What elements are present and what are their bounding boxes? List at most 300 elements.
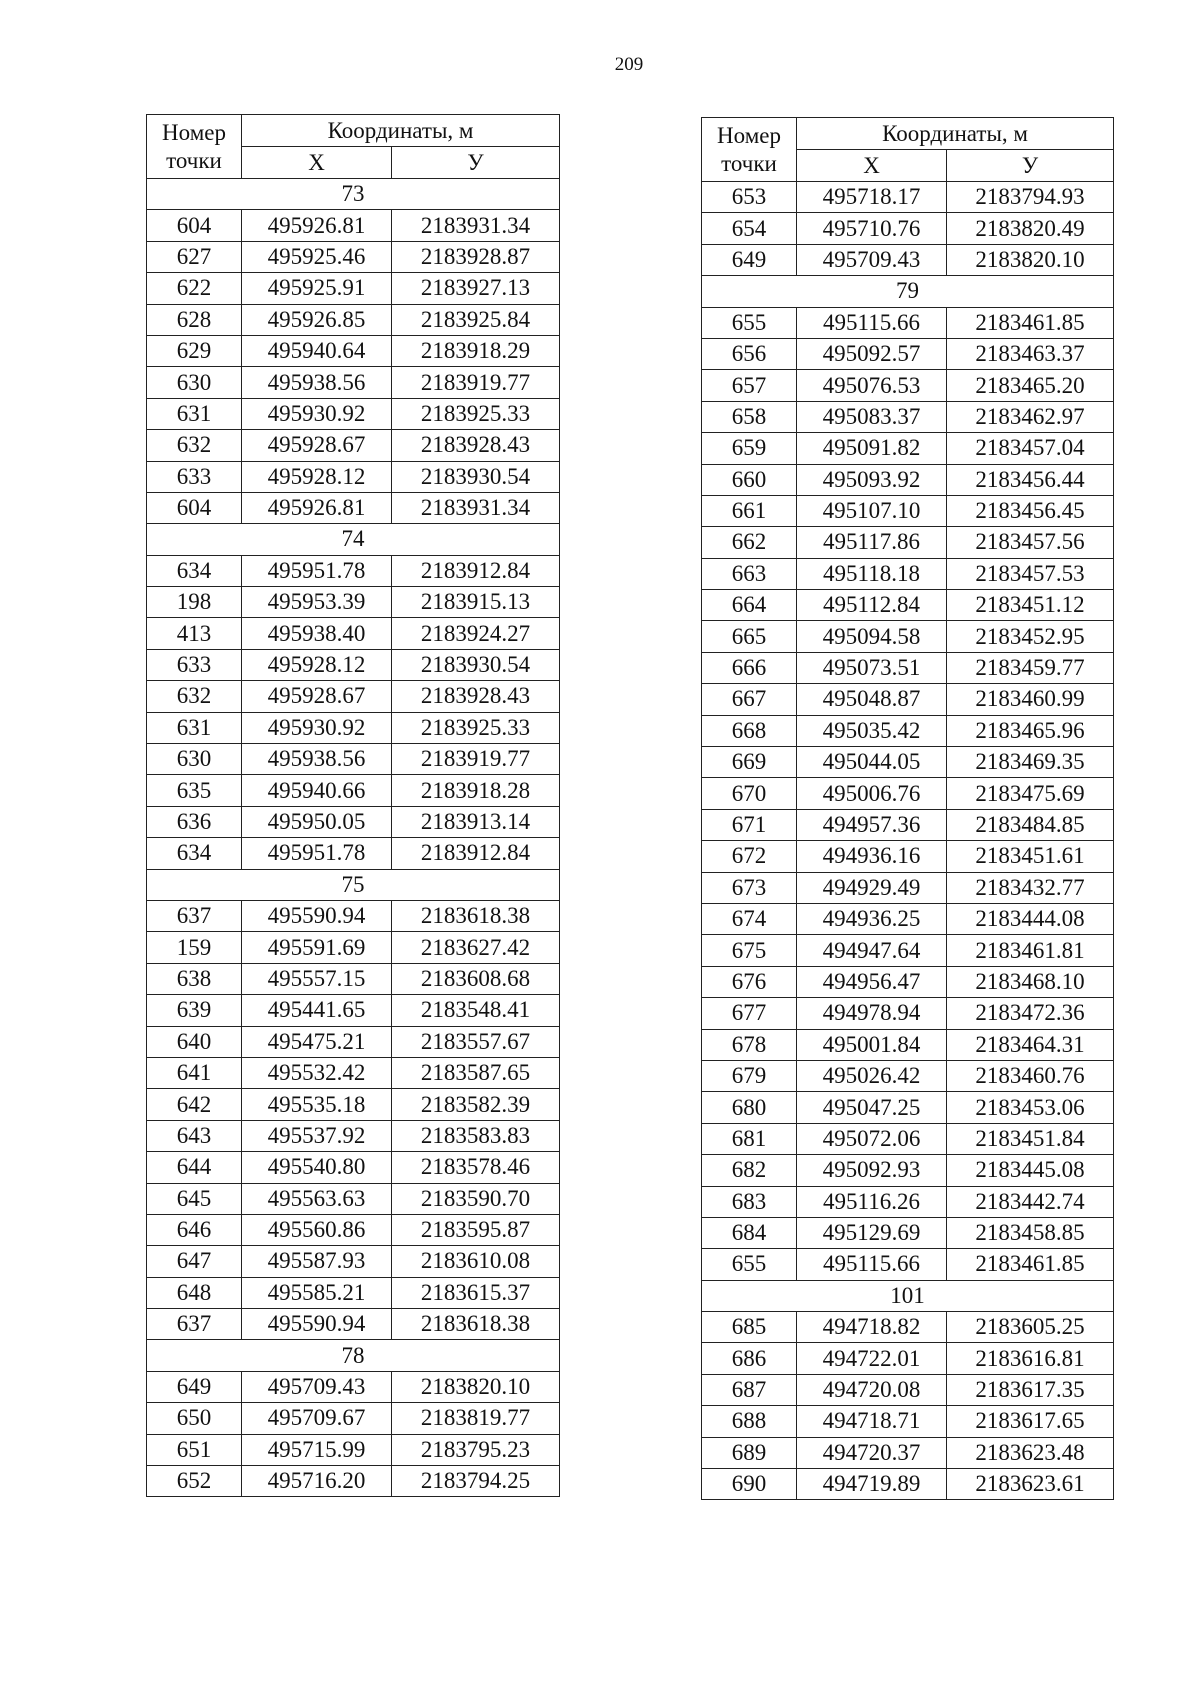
table-row [702, 966, 1114, 997]
table-row [147, 900, 560, 931]
table-row [702, 998, 1114, 1029]
x-coordinate-cell: 495926.81 [242, 210, 392, 241]
y-coordinate-cell: 2183484.85 [947, 809, 1114, 840]
point-number-cell: 668 [702, 715, 797, 746]
y-coordinate-cell: 2183453.06 [947, 1092, 1114, 1123]
x-coordinate-cell: 495928.12 [242, 649, 392, 680]
point-number-cell: 671 [702, 809, 797, 840]
x-coordinate-cell: 494718.71 [797, 1406, 947, 1437]
x-coordinate-cell: 494936.25 [797, 903, 947, 934]
point-number-cell: 675 [702, 935, 797, 966]
point-number-cell: 634 [147, 555, 242, 586]
section-number-cell: 73 [147, 179, 560, 210]
point-number-cell: 680 [702, 1092, 797, 1123]
x-coordinate-cell: 495709.43 [797, 244, 947, 275]
table-row [147, 775, 560, 806]
x-coordinate-cell: 495950.05 [242, 806, 392, 837]
x-coordinate-cell: 495953.39 [242, 587, 392, 618]
y-coordinate-cell: 2183461.81 [947, 935, 1114, 966]
x-coordinate-cell: 495540.80 [242, 1152, 392, 1183]
y-coordinate-cell: 2183590.70 [392, 1183, 560, 1214]
point-number-cell: 629 [147, 335, 242, 366]
table-row [702, 401, 1114, 432]
y-coordinate-cell: 2183623.48 [947, 1437, 1114, 1468]
y-coordinate-cell: 2183457.56 [947, 527, 1114, 558]
table-row [702, 1406, 1114, 1437]
x-coordinate-cell: 495951.78 [242, 838, 392, 869]
x-coordinate-cell: 495092.93 [797, 1155, 947, 1186]
table-row [147, 1214, 560, 1245]
table-row [702, 1060, 1114, 1091]
point-number-cell: 639 [147, 995, 242, 1026]
point-number-cell: 633 [147, 649, 242, 680]
point-number-cell: 640 [147, 1026, 242, 1057]
point-number-header [702, 118, 797, 182]
y-coordinate-cell: 2183444.08 [947, 903, 1114, 934]
point-number-cell: 632 [147, 681, 242, 712]
point-number-header-line2: точки [721, 150, 777, 176]
x-coordinate-cell: 495560.86 [242, 1214, 392, 1245]
table-row [702, 652, 1114, 683]
table-row [147, 273, 560, 304]
y-coordinate-cell: 2183820.10 [947, 244, 1114, 275]
point-number-cell: 159 [147, 932, 242, 963]
x-coordinate-cell: 495092.57 [797, 338, 947, 369]
x-coordinate-cell: 495117.86 [797, 527, 947, 558]
point-number-header-line1: Номер [717, 122, 781, 148]
point-number-cell: 631 [147, 398, 242, 429]
point-number-cell: 658 [702, 401, 797, 432]
y-coordinate-cell: 2183617.65 [947, 1406, 1114, 1437]
section-row [147, 1340, 560, 1371]
x-coordinate-cell: 495587.93 [242, 1246, 392, 1277]
point-number-cell: 650 [147, 1403, 242, 1434]
x-coordinate-cell: 494957.36 [797, 809, 947, 840]
y-coordinate-cell: 2183928.87 [392, 241, 560, 272]
point-number-cell: 637 [147, 1309, 242, 1340]
x-coordinate-cell: 494720.37 [797, 1437, 947, 1468]
x-coordinate-cell: 494722.01 [797, 1343, 947, 1374]
section-row [702, 276, 1114, 307]
section-row [147, 179, 560, 210]
point-number-cell: 637 [147, 900, 242, 931]
point-number-cell: 644 [147, 1152, 242, 1183]
y-coordinate-cell: 2183918.29 [392, 335, 560, 366]
table-row [702, 621, 1114, 652]
table-row [147, 744, 560, 775]
point-number-cell: 673 [702, 872, 797, 903]
point-number-cell: 682 [702, 1155, 797, 1186]
point-number-cell: 676 [702, 966, 797, 997]
table-row [147, 1371, 560, 1402]
x-coordinate-cell: 495585.21 [242, 1277, 392, 1308]
y-coordinate-cell: 2183460.76 [947, 1060, 1114, 1091]
x-coordinate-cell: 495441.65 [242, 995, 392, 1026]
table-row [147, 241, 560, 272]
y-coordinate-cell: 2183912.84 [392, 838, 560, 869]
y-coordinate-cell: 2183925.33 [392, 712, 560, 743]
x-coordinate-cell: 494978.94 [797, 998, 947, 1029]
point-number-cell: 648 [147, 1277, 242, 1308]
y-coordinate-cell: 2183794.25 [392, 1466, 560, 1497]
table-row [702, 1029, 1114, 1060]
table-row [702, 1217, 1114, 1248]
y-coordinate-cell: 2183458.85 [947, 1217, 1114, 1248]
table-row [147, 1120, 560, 1151]
y-coordinate-cell: 2183915.13 [392, 587, 560, 618]
table-row [147, 1089, 560, 1120]
point-number-cell: 690 [702, 1469, 797, 1500]
point-number-cell: 646 [147, 1214, 242, 1245]
y-coordinate-cell: 2183456.45 [947, 495, 1114, 526]
x-coordinate-cell: 495006.76 [797, 778, 947, 809]
y-coordinate-cell: 2183587.65 [392, 1057, 560, 1088]
table-row [147, 1152, 560, 1183]
point-number-cell: 662 [702, 527, 797, 558]
table-row [702, 1092, 1114, 1123]
x-coordinate-cell: 495709.43 [242, 1371, 392, 1402]
point-number-cell: 659 [702, 433, 797, 464]
x-coordinate-cell: 494720.08 [797, 1374, 947, 1405]
y-coordinate-cell: 2183557.67 [392, 1026, 560, 1057]
y-coordinate-cell: 2183615.37 [392, 1277, 560, 1308]
x-coordinate-cell: 495718.17 [797, 182, 947, 213]
point-number-cell: 413 [147, 618, 242, 649]
section-number-cell: 75 [147, 869, 560, 900]
point-number-cell: 649 [147, 1371, 242, 1402]
y-coordinate-cell: 2183432.77 [947, 872, 1114, 903]
table-row [147, 367, 560, 398]
table-row [702, 527, 1114, 558]
point-number-cell: 666 [702, 652, 797, 683]
y-coordinate-cell: 2183931.34 [392, 492, 560, 523]
x-coordinate-cell: 495475.21 [242, 1026, 392, 1057]
x-coordinate-cell: 495940.64 [242, 335, 392, 366]
y-coordinate-cell: 2183913.14 [392, 806, 560, 837]
x-coordinate-cell: 495930.92 [242, 398, 392, 429]
table-row [147, 1183, 560, 1214]
table-row [147, 304, 560, 335]
section-number-cell: 78 [147, 1340, 560, 1371]
y-coordinate-cell: 2183595.87 [392, 1214, 560, 1245]
y-coordinate-cell: 2183464.31 [947, 1029, 1114, 1060]
table-row [147, 712, 560, 743]
table-row [702, 935, 1114, 966]
y-coordinate-cell: 2183795.23 [392, 1434, 560, 1465]
y-coordinate-cell: 2183451.61 [947, 841, 1114, 872]
x-coordinate-cell: 494929.49 [797, 872, 947, 903]
y-coordinate-cell: 2183610.08 [392, 1246, 560, 1277]
x-coordinate-cell: 495072.06 [797, 1123, 947, 1154]
x-coordinate-cell: 495044.05 [797, 747, 947, 778]
table-row [147, 335, 560, 366]
table-row [702, 495, 1114, 526]
y-coordinate-cell: 2183918.28 [392, 775, 560, 806]
table-row [702, 903, 1114, 934]
y-coordinate-cell: 2183459.77 [947, 652, 1114, 683]
y-coordinate-cell: 2183919.77 [392, 744, 560, 775]
y-column-header: У [392, 147, 560, 179]
point-number-cell: 630 [147, 367, 242, 398]
point-number-cell: 643 [147, 1120, 242, 1151]
coordinates-table-right [701, 117, 1114, 1500]
x-coordinate-cell: 495107.10 [797, 495, 947, 526]
table-row [702, 433, 1114, 464]
x-coordinate-cell: 495115.66 [797, 307, 947, 338]
table-row [147, 1403, 560, 1434]
table-row [702, 1469, 1114, 1500]
x-coordinate-cell: 495076.53 [797, 370, 947, 401]
x-coordinate-cell: 495928.67 [242, 430, 392, 461]
y-coordinate-cell: 2183442.74 [947, 1186, 1114, 1217]
point-number-cell: 672 [702, 841, 797, 872]
x-coordinate-cell: 495091.82 [797, 433, 947, 464]
point-number-cell: 677 [702, 998, 797, 1029]
y-coordinate-cell: 2183928.43 [392, 681, 560, 712]
point-number-cell: 634 [147, 838, 242, 869]
x-coordinate-cell: 495035.42 [797, 715, 947, 746]
x-coordinate-cell: 495115.66 [797, 1249, 947, 1280]
table-header-row [147, 115, 560, 147]
table-row [702, 370, 1114, 401]
y-coordinate-cell: 2183820.10 [392, 1371, 560, 1402]
x-coordinate-cell: 494947.64 [797, 935, 947, 966]
point-number-cell: 681 [702, 1123, 797, 1154]
y-coordinate-cell: 2183468.10 [947, 966, 1114, 997]
point-number-cell: 649 [702, 244, 797, 275]
point-number-cell: 688 [702, 1406, 797, 1437]
table-header-row [702, 118, 1114, 150]
x-coordinate-cell: 495940.66 [242, 775, 392, 806]
table-row [702, 778, 1114, 809]
x-column-header: X [242, 147, 392, 179]
table-row [702, 213, 1114, 244]
x-coordinate-cell: 494936.16 [797, 841, 947, 872]
point-number-cell: 635 [147, 775, 242, 806]
point-number-cell: 670 [702, 778, 797, 809]
x-coordinate-cell: 495537.92 [242, 1120, 392, 1151]
x-coordinate-cell: 495026.42 [797, 1060, 947, 1091]
point-number-cell: 652 [147, 1466, 242, 1497]
point-number-header [147, 115, 242, 179]
section-row [147, 524, 560, 555]
table-row [702, 338, 1114, 369]
table-row [702, 809, 1114, 840]
x-coordinate-cell: 495047.25 [797, 1092, 947, 1123]
table-row [702, 558, 1114, 589]
point-number-cell: 679 [702, 1060, 797, 1091]
table-row [702, 1249, 1114, 1280]
table-row [702, 464, 1114, 495]
x-coordinate-cell: 495591.69 [242, 932, 392, 963]
y-coordinate-cell: 2183819.77 [392, 1403, 560, 1434]
y-coordinate-cell: 2183462.97 [947, 401, 1114, 432]
table-row [702, 1312, 1114, 1343]
x-coordinate-cell: 494718.82 [797, 1312, 947, 1343]
y-coordinate-cell: 2183930.54 [392, 649, 560, 680]
table-row [147, 681, 560, 712]
x-coordinate-cell: 495093.92 [797, 464, 947, 495]
y-coordinate-cell: 2183608.68 [392, 963, 560, 994]
point-number-cell: 683 [702, 1186, 797, 1217]
point-number-cell: 665 [702, 621, 797, 652]
x-coordinate-cell: 495709.67 [242, 1403, 392, 1434]
table-row [147, 1466, 560, 1497]
point-number-cell: 689 [702, 1437, 797, 1468]
x-coordinate-cell: 495590.94 [242, 1309, 392, 1340]
point-number-cell: 632 [147, 430, 242, 461]
table-row [702, 590, 1114, 621]
point-number-cell: 655 [702, 307, 797, 338]
table-row [147, 1434, 560, 1465]
x-coordinate-cell: 495129.69 [797, 1217, 947, 1248]
x-coordinate-cell: 495590.94 [242, 900, 392, 931]
table-row [702, 1186, 1114, 1217]
table-row [702, 244, 1114, 275]
point-number-cell: 684 [702, 1217, 797, 1248]
table-row [147, 398, 560, 429]
y-coordinate-cell: 2183794.93 [947, 182, 1114, 213]
point-number-cell: 604 [147, 210, 242, 241]
y-coordinate-cell: 2183465.96 [947, 715, 1114, 746]
table-row [147, 932, 560, 963]
y-coordinate-cell: 2183605.25 [947, 1312, 1114, 1343]
y-coordinate-cell: 2183627.42 [392, 932, 560, 963]
y-coordinate-cell: 2183472.36 [947, 998, 1114, 1029]
y-coordinate-cell: 2183618.38 [392, 1309, 560, 1340]
point-number-cell: 604 [147, 492, 242, 523]
y-coordinate-cell: 2183927.13 [392, 273, 560, 304]
point-number-cell: 198 [147, 587, 242, 618]
y-coordinate-cell: 2183623.61 [947, 1469, 1114, 1500]
y-coordinate-cell: 2183583.83 [392, 1120, 560, 1151]
point-number-cell: 685 [702, 1312, 797, 1343]
y-coordinate-cell: 2183930.54 [392, 461, 560, 492]
x-coordinate-cell: 495928.12 [242, 461, 392, 492]
point-number-cell: 674 [702, 903, 797, 934]
point-number-cell: 669 [702, 747, 797, 778]
table-row [147, 1246, 560, 1277]
section-number-cell: 101 [702, 1280, 1114, 1311]
table-row [147, 430, 560, 461]
y-coordinate-cell: 2183820.49 [947, 213, 1114, 244]
point-number-cell: 622 [147, 273, 242, 304]
table-row [702, 182, 1114, 213]
table-row [147, 1057, 560, 1088]
x-coordinate-cell: 495563.63 [242, 1183, 392, 1214]
y-column-header: У [947, 150, 1114, 182]
x-coordinate-cell: 494719.89 [797, 1469, 947, 1500]
point-number-cell: 633 [147, 461, 242, 492]
x-coordinate-cell: 495532.42 [242, 1057, 392, 1088]
point-number-cell: 653 [702, 182, 797, 213]
point-number-cell: 647 [147, 1246, 242, 1277]
x-coordinate-cell: 495930.92 [242, 712, 392, 743]
table-row [702, 1437, 1114, 1468]
table-row [147, 587, 560, 618]
coordinates-header: Координаты, м [242, 115, 560, 147]
table-row [702, 841, 1114, 872]
x-column-header: X [797, 150, 947, 182]
point-number-cell: 642 [147, 1089, 242, 1120]
y-coordinate-cell: 2183928.43 [392, 430, 560, 461]
point-number-cell: 657 [702, 370, 797, 401]
table-row [702, 715, 1114, 746]
x-coordinate-cell: 495926.85 [242, 304, 392, 335]
y-coordinate-cell: 2183578.46 [392, 1152, 560, 1183]
point-number-cell: 664 [702, 590, 797, 621]
section-number-cell: 79 [702, 276, 1114, 307]
x-coordinate-cell: 495938.56 [242, 367, 392, 398]
point-number-cell: 660 [702, 464, 797, 495]
table-row [702, 872, 1114, 903]
table-row [147, 963, 560, 994]
point-number-cell: 630 [147, 744, 242, 775]
table-row [702, 1123, 1114, 1154]
y-coordinate-cell: 2183919.77 [392, 367, 560, 398]
x-coordinate-cell: 495535.18 [242, 1089, 392, 1120]
y-coordinate-cell: 2183924.27 [392, 618, 560, 649]
x-coordinate-cell: 495094.58 [797, 621, 947, 652]
y-coordinate-cell: 2183445.08 [947, 1155, 1114, 1186]
point-number-cell: 687 [702, 1374, 797, 1405]
x-coordinate-cell: 495557.15 [242, 963, 392, 994]
point-number-cell: 655 [702, 1249, 797, 1280]
y-coordinate-cell: 2183548.41 [392, 995, 560, 1026]
y-coordinate-cell: 2183451.84 [947, 1123, 1114, 1154]
point-number-cell: 678 [702, 1029, 797, 1060]
table-row [147, 1309, 560, 1340]
y-coordinate-cell: 2183582.39 [392, 1089, 560, 1120]
x-coordinate-cell: 495926.81 [242, 492, 392, 523]
y-coordinate-cell: 2183461.85 [947, 1249, 1114, 1280]
table-row [702, 1155, 1114, 1186]
point-number-cell: 667 [702, 684, 797, 715]
table-row [147, 492, 560, 523]
point-number-header-line1: Номер [162, 119, 226, 145]
table-row [147, 995, 560, 1026]
y-coordinate-cell: 2183457.53 [947, 558, 1114, 589]
table-row [147, 555, 560, 586]
y-coordinate-cell: 2183461.85 [947, 307, 1114, 338]
point-number-cell: 651 [147, 1434, 242, 1465]
coordinates-table-left [146, 114, 560, 1497]
table-row [702, 747, 1114, 778]
point-number-cell: 656 [702, 338, 797, 369]
point-number-cell: 628 [147, 304, 242, 335]
x-coordinate-cell: 495116.26 [797, 1186, 947, 1217]
y-coordinate-cell: 2183452.95 [947, 621, 1114, 652]
point-number-cell: 661 [702, 495, 797, 526]
table-row [147, 838, 560, 869]
point-number-cell: 627 [147, 241, 242, 272]
table-row [147, 1277, 560, 1308]
point-number-cell: 654 [702, 213, 797, 244]
y-coordinate-cell: 2183469.35 [947, 747, 1114, 778]
point-number-header-line2: точки [166, 147, 222, 173]
x-coordinate-cell: 495001.84 [797, 1029, 947, 1060]
x-coordinate-cell: 495928.67 [242, 681, 392, 712]
table-row [702, 684, 1114, 715]
point-number-cell: 631 [147, 712, 242, 743]
y-coordinate-cell: 2183456.44 [947, 464, 1114, 495]
y-coordinate-cell: 2183925.33 [392, 398, 560, 429]
point-number-cell: 645 [147, 1183, 242, 1214]
x-coordinate-cell: 495710.76 [797, 213, 947, 244]
x-coordinate-cell: 495118.18 [797, 558, 947, 589]
table-row [147, 1026, 560, 1057]
x-coordinate-cell: 495716.20 [242, 1466, 392, 1497]
